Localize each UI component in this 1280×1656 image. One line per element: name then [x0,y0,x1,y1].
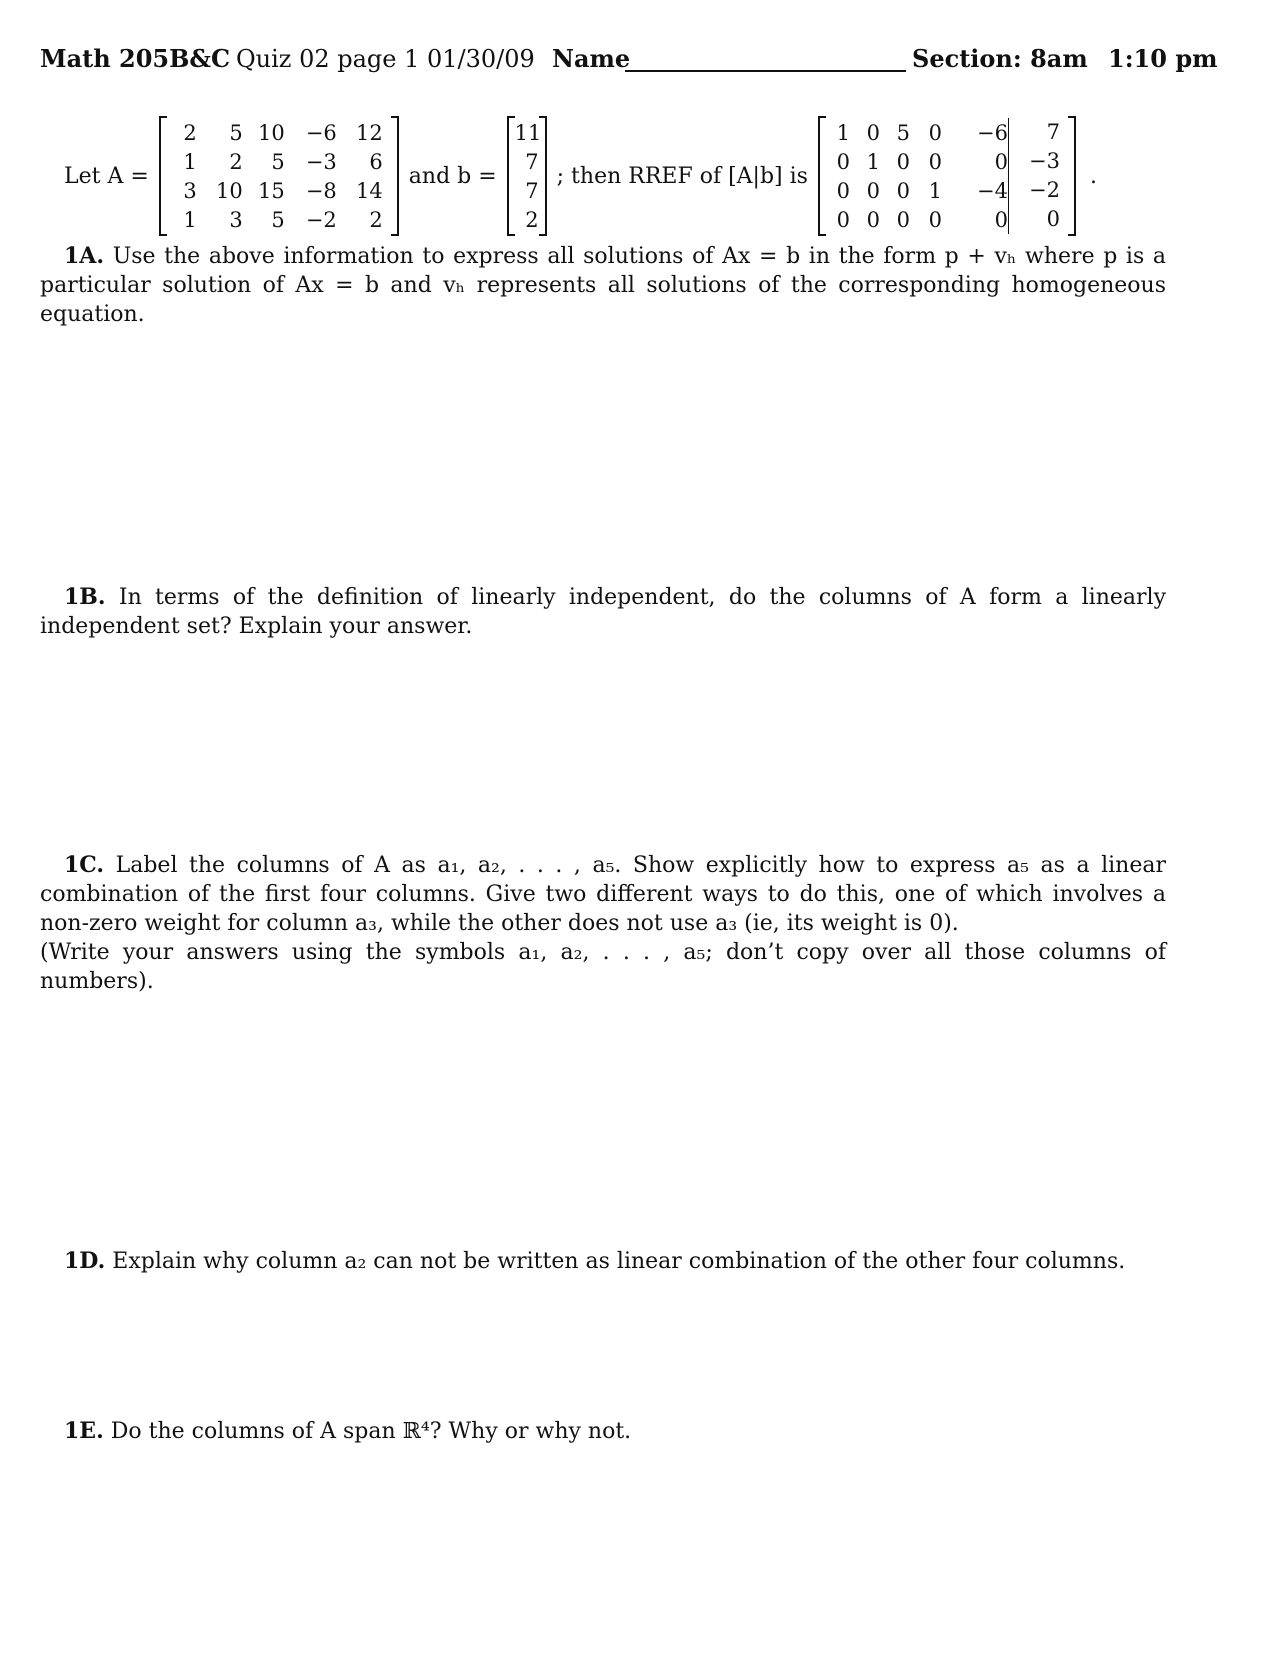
matrix-a-cell: 1 [183,149,197,174]
question-1d-text: Explain why column a₂ can not be written as linear combination of the other four columns. [112,1249,1126,1274]
matrix-a [159,116,399,236]
rref-cell: 1 [836,120,850,145]
question-1c-note: (Write your answers using the symbols a₁, a₂, . . . , a₅; don’t copy over all those columns of numbers). [40,940,1166,994]
quiz-info: Quiz 02 page 1 01/30/09 [236,45,535,73]
section-label: Section: 8am [912,44,1088,73]
rref-cell: 0 [928,120,942,145]
matrix-a-cell: 5 [271,149,285,174]
rref-cell: 5 [896,120,910,145]
rref-cell: 0 [836,149,850,174]
matrix-a-cell: −8 [305,178,337,203]
matrix-a-cell: −3 [305,149,337,174]
rref-cell: 0 [896,207,910,232]
question-1b [40,583,1166,641]
and-b-label: and b = [408,163,497,189]
question-1a-text: Use the above information to express all solutions of Ax = b in the form p + vₕ where p is a particular solution of Ax = b and vₕ represents all solutions of the corresponding homogeneous equation. [40,244,1166,327]
problem-setup [64,114,1097,238]
matrix-a-cell: 12 [356,120,383,145]
name-label: Name [552,44,631,73]
question-1a-label: 1A. [64,243,105,269]
rref-cell: 0 [896,149,910,174]
matrix-a-cell: −6 [305,120,337,145]
matrix-a-cell: −2 [305,207,337,232]
rref-cell: −4 [976,178,1008,203]
matrix-a-cell: 6 [369,149,383,174]
rref-cell: 0 [994,149,1008,174]
matrix-a-cell: 3 [229,207,243,232]
name-blank-line [625,70,906,72]
question-1e-label: 1E. [64,1418,104,1444]
rref-cell: 0 [866,207,880,232]
question-1b-label: 1B. [64,584,106,610]
matrix-a-cell: 10 [258,120,285,145]
rref-cell: 1 [928,178,942,203]
rref-cell: 0 [1008,205,1060,234]
question-1c-text: Label the columns of A as a₁, a₂, . . . , a₅. Show explicitly how to express a₅ as a linear combination of the first four columns. Give two different ways to do this, one of which involves a non-zero weight for column a₃, while the other does not use a₃ (ie, its weight is 0). [40,853,1166,936]
question-1a [40,242,1166,329]
rref-cell: 0 [866,178,880,203]
question-1c-label: 1C. [64,852,105,878]
question-1e-text: Do the columns of A span ℝ⁴? Why or why not. [110,1419,632,1444]
vector-b-cell: 2 [525,207,539,232]
matrix-a-cell: 2 [229,149,243,174]
rref-cell: −2 [1008,176,1060,205]
question-1b-text: In terms of the definition of linearly independent, do the columns of A form a linearly independent set? Explain your answer. [40,585,1166,639]
question-1e [40,1417,1166,1446]
rref-cell: 0 [994,207,1008,232]
rref-cell: −6 [976,120,1008,145]
rref-cell: −3 [1008,147,1060,176]
matrix-a-cell: 5 [229,120,243,145]
section-alt-time: 1:10 pm [1108,44,1218,73]
matrix-a-cell: 5 [271,207,285,232]
matrix-a-cell: 1 [183,207,197,232]
matrix-a-cell: 2 [183,120,197,145]
matrix-a-cell: 14 [356,178,383,203]
vector-b-cell: 11 [514,120,542,145]
matrix-a-cell: 10 [216,178,243,203]
vector-b [507,116,547,236]
matrix-a-cell: 2 [369,207,383,232]
rref-cell: 0 [928,207,942,232]
rref-cell: 0 [896,178,910,203]
vector-b-cell: 7 [525,178,539,203]
vector-b-cell: 7 [525,149,539,174]
rref-label: ; then RREF of [A|b] is [556,163,808,189]
rref-cell: 0 [836,178,850,203]
rref-cell: 0 [866,120,880,145]
period: . [1089,163,1097,189]
question-1d [40,1247,1166,1276]
rref-cell: 0 [928,149,942,174]
rref-cell: 1 [866,149,880,174]
question-1c [40,851,1166,996]
question-1d-label: 1D. [64,1248,106,1274]
course-title: Math 205B&C [40,44,231,73]
rref-cell: 0 [836,207,850,232]
rref-cell: 7 [1008,118,1060,147]
rref-matrix [818,116,1076,236]
matrix-a-cell: 15 [258,178,285,203]
let-a-label: Let A = [64,163,149,189]
matrix-a-cell: 3 [183,178,197,203]
